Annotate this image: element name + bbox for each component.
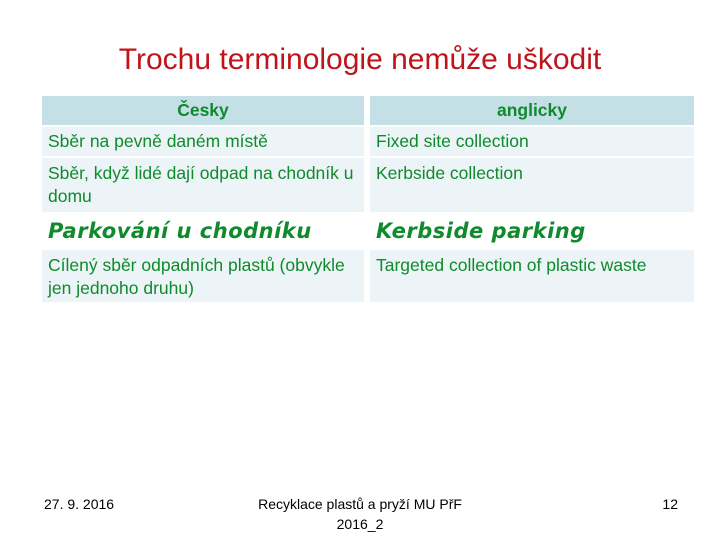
table-cell-english: Kerbside parking xyxy=(370,214,694,248)
footer-page-number: 12 xyxy=(662,496,678,512)
table-cell-czech: Parkování u chodníku xyxy=(42,214,364,248)
table-cell-english: Fixed site collection xyxy=(370,127,694,156)
table-cell-czech: Sběr, když lidé dají odpad na chodník u domu xyxy=(42,158,364,212)
table-header-english: anglicky xyxy=(370,96,694,125)
table-cell-czech: Sběr na pevně daném místě xyxy=(42,127,364,156)
table-header-czech: Česky xyxy=(42,96,364,125)
table-cell-english: Kerbside collection xyxy=(370,158,694,212)
table-cell-english: Targeted collection of plastic waste xyxy=(370,250,694,302)
table-cell-czech: Cílený sběr odpadních plastů (obvykle jen jednoho druhu) xyxy=(42,250,364,302)
footer-course: Recyklace plastů a pryží MU PřF 2016_2 xyxy=(258,496,462,532)
slide-title: Trochu terminologie nemůže uškodit xyxy=(118,43,602,76)
footer-date: 27. 9. 2016 xyxy=(44,496,115,512)
